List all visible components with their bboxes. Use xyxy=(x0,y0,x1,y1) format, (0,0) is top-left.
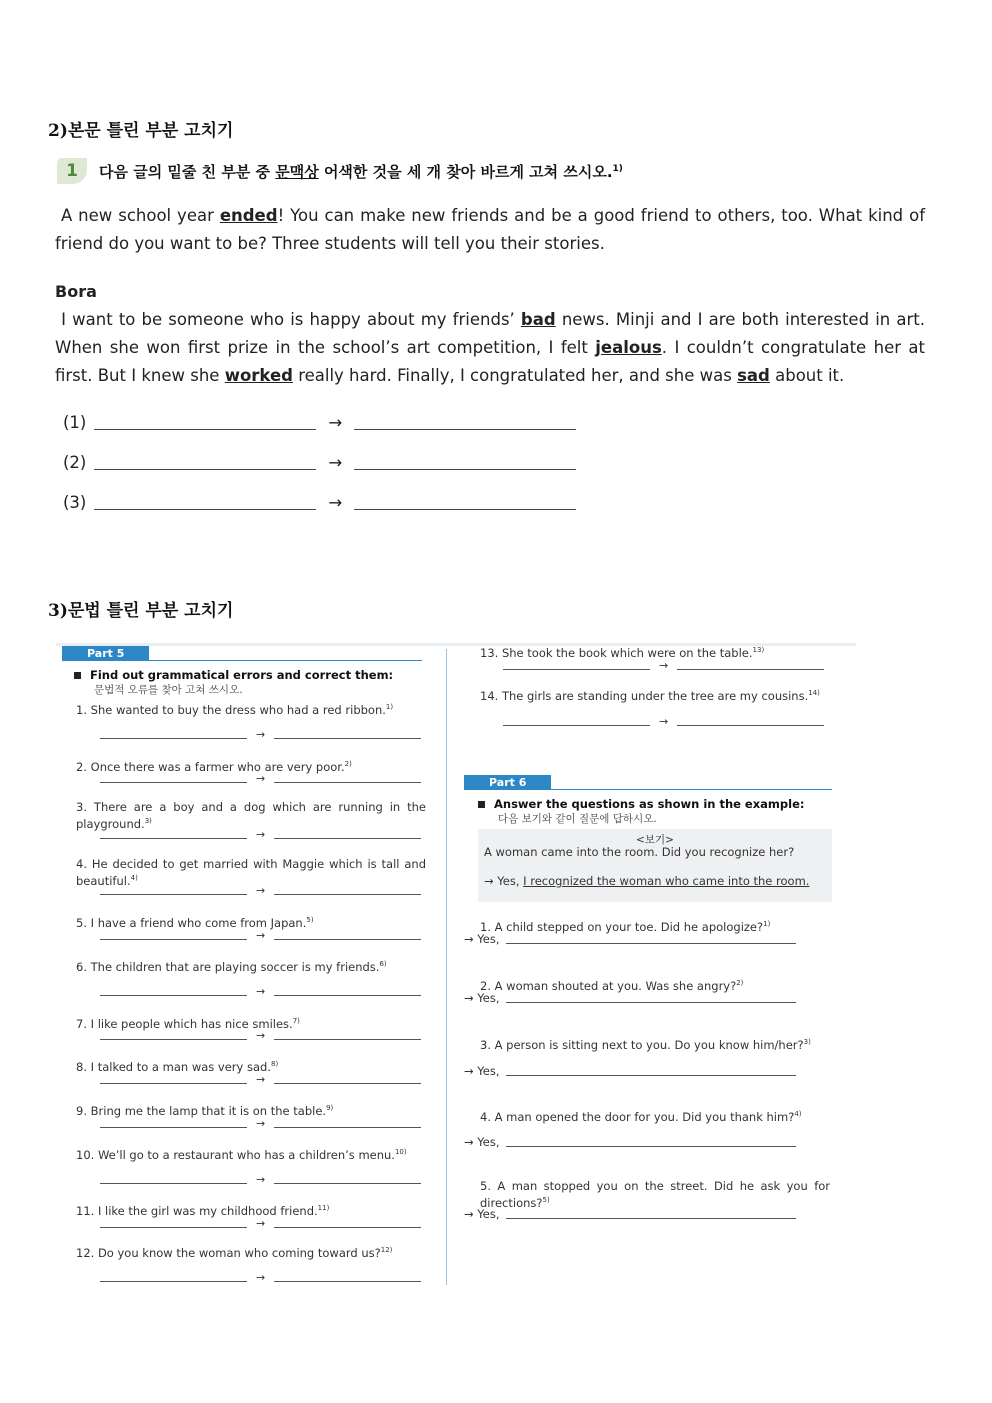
blank[interactable] xyxy=(274,1219,421,1228)
answer-row: → Yes, xyxy=(464,932,796,946)
exercise-item: 3. There are a boy and a dog which are running in the playground.$^{3)}$ xyxy=(76,800,427,831)
exercise-item: 9. Bring me the lamp that it is on the table.$^{9)}$ xyxy=(76,1103,334,1118)
blank[interactable] xyxy=(100,1075,247,1084)
underlined-word: ended xyxy=(219,206,278,225)
correction-blank-row: → xyxy=(100,828,421,841)
correction-blank-row: → xyxy=(100,772,421,785)
correction-blank-row: → xyxy=(503,659,824,672)
example-title: <보기> xyxy=(636,834,674,846)
answer-blank[interactable] xyxy=(94,495,316,510)
blank[interactable] xyxy=(100,730,247,739)
blank[interactable] xyxy=(503,661,650,670)
question-item: 1. A child stepped on your toe. Did he apologize?$^{1)}$ xyxy=(480,919,771,934)
blank[interactable] xyxy=(677,661,824,670)
square-bullet-icon xyxy=(478,801,485,808)
exercise-item: 8. I talked to a man was very sad.$^{8)}$ xyxy=(76,1059,279,1074)
section-title: 2)본문 틀린 부분 고치기 xyxy=(48,121,234,141)
answer-row: → Yes, xyxy=(464,1064,796,1078)
section-title: 3)문법 틀린 부분 고치기 xyxy=(48,601,234,621)
blank[interactable] xyxy=(274,1075,421,1084)
answer-row: (1) → xyxy=(63,413,584,432)
task-korean: 문법적 오류를 찾아 고쳐 쓰시오. xyxy=(94,684,243,696)
blank[interactable] xyxy=(677,717,824,726)
blank[interactable] xyxy=(100,1119,247,1128)
part-6-badge: Part 6 xyxy=(464,775,551,790)
blank[interactable] xyxy=(100,1031,247,1040)
correction-blank-row: → xyxy=(100,728,421,741)
underlined-word: sad xyxy=(737,366,770,385)
story-paragraph: I want to be someone who is happy about my friends’ bad news. Minji and I are both interested in art. When she won first prize in the school’s art competition, I felt jealous. I couldn’t congratulate her at first. But I knew she worked really hard. Finally, I congratulated her, and she was sad about it. xyxy=(55,310,925,385)
example-answer: → Yes, I recognized the woman who came into the room. xyxy=(484,874,810,888)
answer-line[interactable] xyxy=(506,1067,796,1076)
example-box xyxy=(478,829,832,902)
answer-line[interactable] xyxy=(506,1210,796,1219)
question-instruction: 다음 글의 밑줄 친 부분 중 문맥상 어색한 것을 세 개 찾아 바르게 고쳐 쓰시오.$^{1)}$ xyxy=(99,162,623,181)
blank[interactable] xyxy=(100,774,247,783)
correction-blank-row: → xyxy=(100,1117,421,1130)
blank[interactable] xyxy=(100,987,247,996)
correction-blank-row: → xyxy=(100,1029,421,1042)
column-divider xyxy=(446,649,447,1285)
blank[interactable] xyxy=(100,1219,247,1228)
underlined-word: jealous xyxy=(595,338,662,357)
answer-blank[interactable] xyxy=(354,455,576,470)
blank[interactable] xyxy=(100,830,247,839)
task-title: Find out grammatical errors and correct them: xyxy=(74,668,393,682)
blank[interactable] xyxy=(274,1031,421,1040)
answer-blank[interactable] xyxy=(94,455,316,470)
question-header xyxy=(57,157,623,185)
blank[interactable] xyxy=(274,1273,421,1282)
blank[interactable] xyxy=(274,1119,421,1128)
student-name: Bora xyxy=(55,282,97,301)
square-bullet-icon xyxy=(74,672,81,679)
worksheet-scan xyxy=(56,643,856,1288)
answer-blank[interactable] xyxy=(354,495,576,510)
answer-row: → Yes, xyxy=(464,991,796,1005)
blank[interactable] xyxy=(100,886,247,895)
blank[interactable] xyxy=(274,886,421,895)
intro-paragraph: A new school year ended! You can make new friends and be a good friend to others, too. What kind of friend do you want to be? Three students will tell you their stories. xyxy=(55,206,925,253)
blank[interactable] xyxy=(274,774,421,783)
correction-blank-row: → xyxy=(100,929,421,942)
underlined-word: worked xyxy=(224,366,293,385)
answer-row: (2) → xyxy=(63,453,584,472)
blank[interactable] xyxy=(503,717,650,726)
exercise-item: 6. The children that are playing soccer is my friends.$^{6)}$ xyxy=(76,959,387,974)
blank[interactable] xyxy=(274,987,421,996)
question-number-badge: 1 xyxy=(57,158,87,184)
example-question: A woman came into the room. Did you recognize her? xyxy=(484,845,795,859)
answer-line[interactable] xyxy=(506,1138,796,1147)
correction-blank-row: → xyxy=(100,1217,421,1230)
part-5-badge: Part 5 xyxy=(62,646,149,661)
answer-row: → Yes, xyxy=(464,1207,796,1221)
answer-row: (3) → xyxy=(63,493,584,512)
correction-blank-row: → xyxy=(503,715,824,728)
task-title: Answer the questions as shown in the example: xyxy=(478,797,804,811)
correction-blank-row: → xyxy=(100,1271,421,1284)
footnote-mark: 1) xyxy=(612,163,623,174)
exercise-item: 14. The girls are standing under the tree are my cousins.$^{14)}$ xyxy=(480,688,820,703)
task-korean: 다음 보기와 같이 질문에 답하시오. xyxy=(498,813,657,825)
part-rule xyxy=(464,789,832,790)
underlined-word: bad xyxy=(520,310,556,329)
correction-blank-row: → xyxy=(100,1173,421,1186)
question-item: 5. A man stopped you on the street. Did he ask you for directions?$^{5)}$ xyxy=(480,1179,831,1210)
answer-blank[interactable] xyxy=(94,415,316,430)
exercise-item: 2. Once there was a farmer who are very poor.$^{2)}$ xyxy=(76,759,352,774)
exercise-item: 13. She took the book which were on the table.$^{13)}$ xyxy=(480,645,765,660)
blank[interactable] xyxy=(274,730,421,739)
correction-blank-row: → xyxy=(100,1073,421,1086)
blank[interactable] xyxy=(274,931,421,940)
blank[interactable] xyxy=(100,931,247,940)
question-item: 4. A man opened the door for you. Did you thank him?$^{4)}$ xyxy=(480,1109,802,1124)
answer-line[interactable] xyxy=(506,935,796,944)
exercise-item: 5. I have a friend who come from Japan.$^{5)}$ xyxy=(76,915,314,930)
answer-line[interactable] xyxy=(506,994,796,1003)
exercise-item: 11. I like the girl was my childhood friend.$^{11)}$ xyxy=(76,1203,330,1218)
blank[interactable] xyxy=(100,1273,247,1282)
correction-blank-row: → xyxy=(100,884,421,897)
exercise-item: 12. Do you know the woman who coming toward us?$^{12)}$ xyxy=(76,1245,393,1260)
answer-row: → Yes, xyxy=(464,1135,796,1149)
part-rule xyxy=(62,660,422,661)
blank[interactable] xyxy=(274,1175,421,1184)
answer-blank[interactable] xyxy=(354,415,576,430)
question-item: 3. A person is sitting next to you. Do you know him/her?$^{3)}$ xyxy=(480,1037,811,1052)
exercise-item: 4. He decided to get married with Maggie which is tall and beautiful.$^{4)}$ xyxy=(76,857,427,888)
blank[interactable] xyxy=(100,1175,247,1184)
exercise-item: 1. She wanted to buy the dress who had a red ribbon.$^{1)}$ xyxy=(76,702,394,717)
question-item: 2. A woman shouted at you. Was she angry?$^{2)}$ xyxy=(480,978,744,993)
blank[interactable] xyxy=(274,830,421,839)
exercise-item: 7. I like people which has nice smiles.$^{7)}$ xyxy=(76,1016,300,1031)
exercise-item: 10. We’ll go to a restaurant who has a children’s menu.$^{10)}$ xyxy=(76,1147,407,1162)
correction-blank-row: → xyxy=(100,985,421,998)
